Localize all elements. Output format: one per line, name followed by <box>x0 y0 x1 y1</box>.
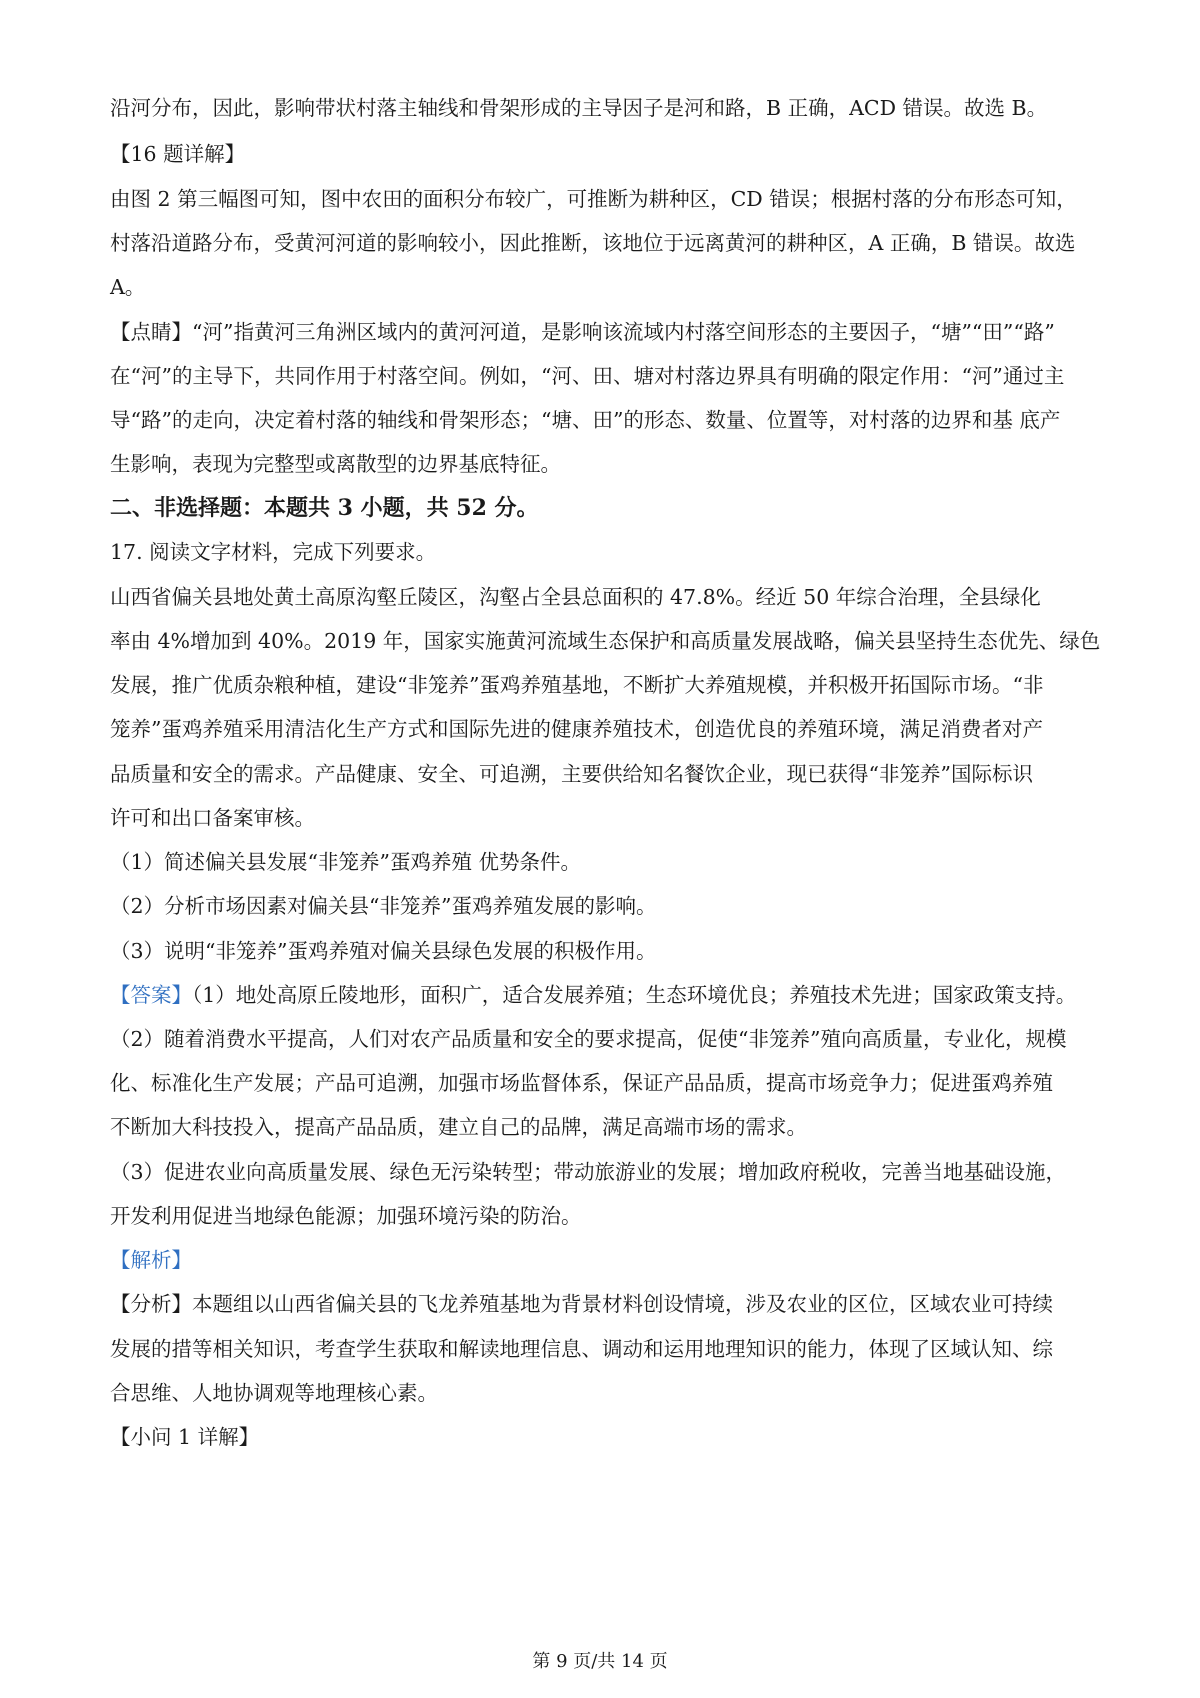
sub-question-1-detail-heading: 【小问 1 详解】 <box>110 1425 260 1449</box>
sub-question-2: （2）分析市场因素对偏关县“非笼养”蛋鸡养殖发展的影响。 <box>110 894 657 918</box>
material-line-5: 品质量和安全的需求。产品健康、安全、可追溯，主要供给知名餐饮企业，现已获得“非笼养”国际标识 <box>110 762 1033 786</box>
material-line-1: 山西省偏关县地处黄土高原沟壑丘陵区，沟壑占全县总面积的 47.8%。经近 50 年综合治理，全县绿化 <box>110 585 1041 609</box>
page-footer: 第 9 页/共 14 页 <box>532 1651 668 1672</box>
sub-question-1: （1）简述偏关县发展“非笼养”蛋鸡养殖 优势条件。 <box>110 850 582 874</box>
analysis-label: 【解析】 <box>110 1248 192 1272</box>
question-17-title: 17. 阅读文字材料，完成下列要求。 <box>110 540 437 564</box>
heading-q16-detail: 【16 题详解】 <box>110 142 246 166</box>
answer-line-4: 不断加大科技投入，提高产品品质，建立自己的品牌，满足高端市场的需求。 <box>110 1115 807 1139</box>
analysis-line-1: 【分析】本题组以山西省偏关县的飞龙养殖基地为背景材料创设情境，涉及农业的区位，区域农业可持续 <box>110 1292 1053 1316</box>
answer-label: 【答案】 <box>110 983 192 1007</box>
sub-question-3: （3）说明“非笼养”蛋鸡养殖对偏关县绿色发展的积极作用。 <box>110 939 657 963</box>
answer-line-5: （3）促进农业向高质量发展、绿色无污染转型；带动旅游业的发展；增加政府税收，完善当地基础设施， <box>110 1160 1067 1184</box>
material-line-3: 发展，推广优质杂粮种植，建设“非笼养”蛋鸡养殖基地，不断扩大养殖规模，并积极开拓国际市场。“非 <box>110 673 1044 697</box>
answer-line-3: 化、标准化生产发展；产品可追溯，加强市场监督体系，保证产品品质，提高市场竞争力；促进蛋鸡养殖 <box>110 1071 1053 1095</box>
answer-line-2: （2）随着消费水平提高，人们对农产品质量和安全的要求提高，促使“非笼养”殖向高质量，专业化，规模 <box>110 1027 1067 1051</box>
material-line-6: 许可和出口备案审核。 <box>110 806 315 830</box>
material-line-4: 笼养”蛋鸡养殖采用清洁化生产方式和国际先进的健康养殖技术，创造优良的养殖环境，满足消费者对产 <box>110 717 1043 741</box>
answer-text-1: （1）地处高原丘陵地形，面积广，适合发展养殖；生态环境优良；养殖技术先进；国家政策支持。 <box>192 983 1077 1007</box>
answer-line-6: 开发利用促进当地绿色能源；加强环境污染的防治。 <box>110 1204 582 1228</box>
text-line-3: 由图 2 第三幅图可知，图中农田的面积分布较广，可推断为耕种区，CD 错误；根据村落的分布形态可知， <box>110 187 1077 211</box>
text-line-1: 沿河分布，因此，影响带状村落主轴线和骨架形成的主导因子是河和路，B 正确，ACD 错误。故选 B。 <box>110 96 1048 120</box>
tip-line-1: 【点睛】“河”指黄河三角洲区域内的黄河河道，是影响该流域内村落空间形态的主要因子，“塘”“田”“路” <box>110 320 1055 344</box>
tip-line-2: 在“河”的主导下，共同作用于村落空间。例如，“河、田、塘对村落边界具有明确的限定作用：“河”通过主 <box>110 364 1065 388</box>
text-line-5: A。 <box>110 275 146 299</box>
analysis-line-3: 合思维、人地协调观等地理核心素。 <box>110 1381 438 1405</box>
tip-line-4: 生影响，表现为完整型或离散型的边界基底特征。 <box>110 452 561 476</box>
material-line-2: 率由 4%增加到 40%。2019 年，国家实施黄河流域生态保护和高质量发展战略，偏关县坚持生态优先、绿色 <box>110 629 1101 653</box>
answer-line-1 <box>110 981 1076 1009</box>
tip-line-3: 导“路”的走向，决定着村落的轴线和骨架形态；“塘、田”的形态、数量、位置等，对村落的边界和基 底产 <box>110 408 1061 432</box>
text-line-4: 村落沿道路分布，受黄河河道的影响较小，因此推断，该地位于远离黄河的耕种区，A 正确，B 错误。故选 <box>110 231 1076 255</box>
analysis-line-2: 发展的措等相关知识，考查学生获取和解读地理信息、调动和运用地理知识的能力，体现了区域认知、综 <box>110 1337 1053 1361</box>
section-heading: 二、非选择题：本题共 3 小题，共 52 分。 <box>110 495 539 521</box>
